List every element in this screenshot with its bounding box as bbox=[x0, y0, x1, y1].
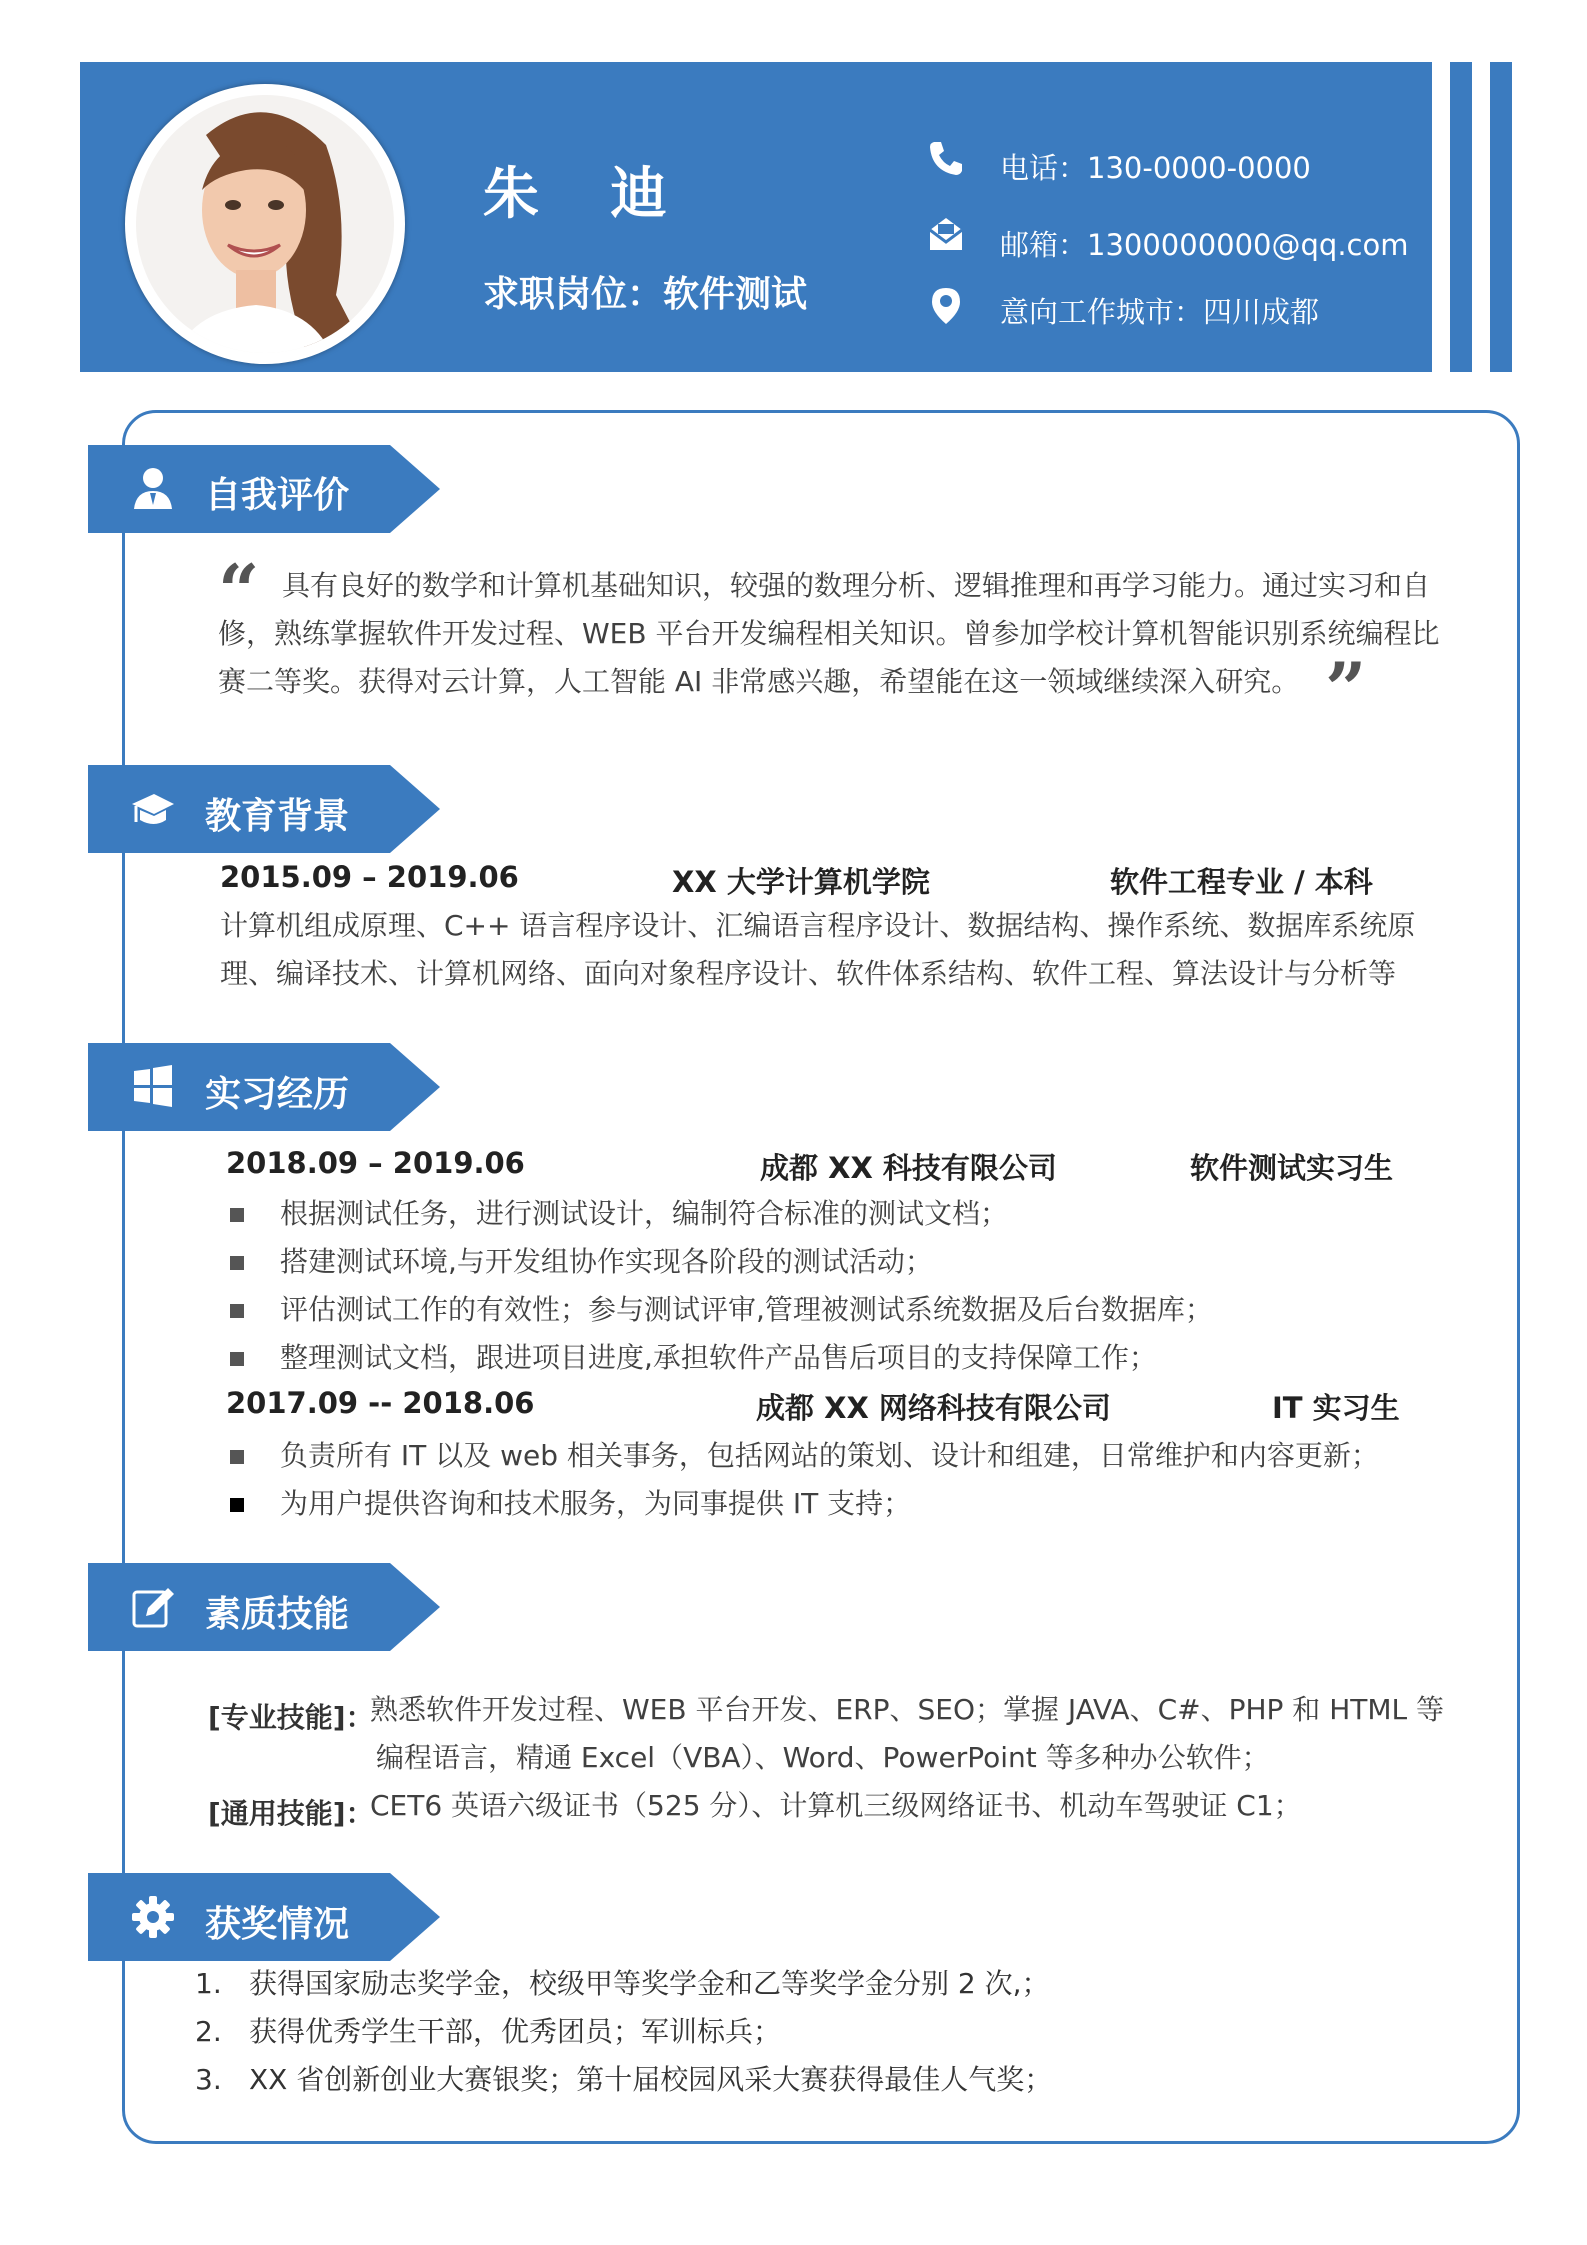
list-item: 整理测试文档，跟进项目进度,承担软件产品售后项目的支持保障工作； bbox=[226, 1334, 1213, 1382]
section-title-internship: 实习经历 bbox=[205, 1074, 350, 1115]
job-2-company: 成都 XX 网络科技有限公司 bbox=[756, 1391, 1111, 1425]
header-stripe-1 bbox=[1450, 62, 1472, 372]
candidate-name: 朱 迪 bbox=[483, 162, 693, 227]
city-text: 意向工作城市：四川成都 bbox=[1000, 295, 1320, 329]
list-item: 为用户提供咨询和技术服务，为同事提供 IT 支持； bbox=[226, 1480, 1379, 1528]
email-text: 邮箱：1300000000@qq.com bbox=[1000, 228, 1409, 262]
award-number: 1. bbox=[195, 1967, 222, 2000]
job-2-duties bbox=[226, 1432, 1379, 1528]
award-text: 获得优秀学生干部，优秀团员；军训标兵； bbox=[249, 2015, 782, 2048]
award-text: XX 省创新创业大赛银奖；第十届校园风采大赛获得最佳人气奖； bbox=[249, 2063, 1053, 2096]
graduation-cap-icon bbox=[130, 786, 176, 832]
job-1-role: 软件测试实习生 bbox=[1190, 1151, 1394, 1185]
phone-text: 电话：130-0000-0000 bbox=[1000, 151, 1311, 185]
close-quote-mark: ” bbox=[1325, 646, 1367, 731]
general-skills-text: CET6 英语六级证书（525 分）、计算机三级网络证书、机动车驾驶证 C1； bbox=[370, 1789, 1302, 1822]
edit-icon bbox=[130, 1584, 176, 1630]
education-courses-line-2: 理、编译技术、计算机网络、面向对象程序设计、软件体系结构、软件工程、算法设计与分析等 bbox=[220, 957, 1397, 990]
professional-skills-line-2: 编程语言，精通 Excel（VBA）、Word、PowerPoint 等多种办公软件； bbox=[376, 1741, 1270, 1774]
award-number: 3. bbox=[195, 2063, 222, 2096]
list-item bbox=[195, 2008, 1052, 2056]
location-icon bbox=[926, 286, 966, 326]
section-title-skills: 素质技能 bbox=[205, 1594, 350, 1635]
job-2-role: IT 实习生 bbox=[1272, 1391, 1400, 1425]
professional-skills-label: [专业技能]： bbox=[208, 1701, 374, 1734]
professional-skills-line-1: 熟悉软件开发过程、WEB 平台开发、ERP、SEO；掌握 JAVA、C#、PHP 和 HTML 等 bbox=[370, 1693, 1445, 1726]
list-item: 搭建测试环境,与开发组协作实现各阶段的测试活动； bbox=[226, 1238, 1213, 1286]
job-title: 求职岗位：软件测试 bbox=[483, 274, 808, 315]
education-courses bbox=[220, 902, 1460, 998]
section-title-education: 教育背景 bbox=[205, 796, 350, 837]
list-item: 根据测试任务，进行测试设计，编制符合标准的测试文档； bbox=[226, 1190, 1213, 1238]
job-1-duties bbox=[226, 1190, 1213, 1382]
education-school: XX 大学计算机学院 bbox=[672, 865, 930, 899]
self-eval-line-3: 赛二等奖。获得对云计算，人工智能 AI 非常感兴趣，希望能在这一领域继续深入研究。 bbox=[218, 665, 1300, 698]
open-quote-mark: “ bbox=[218, 548, 260, 633]
section-title-self-eval: 自我评价 bbox=[205, 475, 350, 516]
award-text: 获得国家励志奖学金，校级甲等奖学金和乙等奖学金分别 2 次,； bbox=[249, 1967, 1050, 2000]
windows-icon bbox=[130, 1063, 176, 1109]
award-number: 2. bbox=[195, 2015, 222, 2048]
list-item bbox=[195, 1960, 1052, 2008]
gear-icon bbox=[130, 1894, 176, 1940]
header-stripe-2 bbox=[1490, 62, 1512, 372]
avatar bbox=[136, 95, 394, 353]
education-major: 软件工程专业 / 本科 bbox=[1110, 865, 1373, 899]
education-period: 2015.09 – 2019.06 bbox=[220, 860, 519, 894]
list-item bbox=[195, 2056, 1052, 2104]
awards-list bbox=[195, 1960, 1052, 2104]
self-eval-line-2: 修，熟练掌握软件开发过程、WEB 平台开发编程相关知识。曾参加学校计算机智能识别系统编程比 bbox=[218, 617, 1440, 650]
education-courses-line-1: 计算机组成原理、C++ 语言程序设计、汇编语言程序设计、数据结构、操作系统、数据库系统原 bbox=[220, 909, 1416, 942]
self-eval-line-1: 具有良好的数学和计算机基础知识，较强的数理分析、逻辑推理和再学习能力。通过实习和自 bbox=[282, 569, 1431, 602]
phone-icon bbox=[926, 138, 966, 178]
list-item: 评估测试工作的有效性；参与测试评审,管理被测试系统数据及后台数据库； bbox=[226, 1286, 1213, 1334]
section-title-awards: 获奖情况 bbox=[205, 1904, 350, 1945]
professional-skills-text bbox=[370, 1686, 1470, 1782]
mail-icon bbox=[926, 214, 966, 254]
user-icon bbox=[130, 465, 176, 511]
self-eval-text bbox=[218, 562, 1458, 706]
job-2-period: 2017.09 -- 2018.06 bbox=[226, 1386, 535, 1420]
general-skills-label: [通用技能]： bbox=[208, 1797, 374, 1830]
job-1-company: 成都 XX 科技有限公司 bbox=[760, 1151, 1057, 1185]
list-item: 负责所有 IT 以及 web 相关事务，包括网站的策划、设计和组建，日常维护和内容更新； bbox=[226, 1432, 1379, 1480]
job-1-period: 2018.09 – 2019.06 bbox=[226, 1146, 525, 1180]
